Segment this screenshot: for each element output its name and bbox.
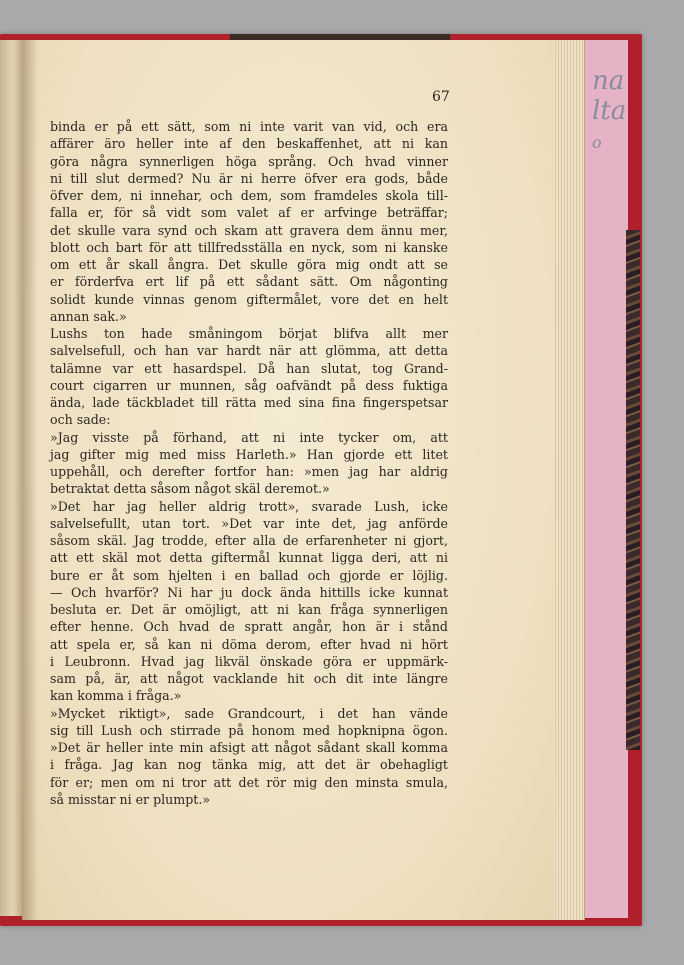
text-line: salvelsefull, och han var hardt när att glömma, att detta	[50, 343, 448, 359]
text-line: uppehåll, och derefter fortfor han: »men jag har aldrig	[50, 464, 448, 479]
text-line: Lushs ton hade småningom börjat blifva allt mer	[50, 326, 448, 341]
flyleaf-handwriting-3: o	[592, 133, 602, 152]
text-line: att spela er, så kan ni döma derom, efter hvad ni hört	[50, 636, 448, 652]
text-line: betraktat detta såsom något skäl deremot.»	[50, 481, 330, 497]
text-line: så misstar ni er plumpt.»	[50, 791, 211, 807]
flyleaf-handwriting-1: na	[592, 66, 625, 96]
text-line: »Jag visste på förhand, att ni inte tycker om, att	[50, 429, 448, 445]
text-line: i fråga. Jag kan nog tänka mig, att det är obehagligt	[50, 757, 448, 773]
text-line: talämne var ett hasardspel. Då han slutat, tog Grand-	[50, 360, 448, 376]
text-line: för er; men om ni tror att det rör mig den minsta smula,	[50, 774, 448, 790]
text-line: falla er, för så vidt som valet af er arfvinge beträffar;	[50, 205, 448, 221]
text-line: ända, lade täckbladet till rätta med sina fina fingerspetsar	[50, 395, 448, 410]
text-line: sam på, är, att något vacklande hit och dit inte längre	[50, 671, 448, 686]
text-line: i Leubronn. Hvad jag likväl önskade göra er uppmärk-	[50, 653, 448, 669]
text-line: kan komma i fråga.»	[50, 688, 182, 704]
text-line: binda er på ett sätt, som ni inte varit van vid, och era	[50, 119, 448, 134]
text-line: annan sak.»	[50, 308, 127, 324]
page-number: 67	[432, 89, 450, 105]
text-line: att ett skäl mot detta giftermål kunnat ligga deri, att ni	[50, 550, 448, 566]
text-line: court cigarren ur munnen, såg oafvändt på dess fuktiga	[50, 377, 448, 393]
text-line: och sade:	[50, 412, 111, 428]
text-line: om ett år skall ångra. Det skulle göra mig ondt att se	[50, 257, 448, 272]
text-line: göra några synnerligen höga språng. Och hvad vinner	[50, 153, 448, 169]
text-line: såsom skäl. Jag trodde, efter alla de erfarenheter ni gjort,	[50, 533, 448, 548]
text-line: ni till slut dermed? Nu är ni herre öfver era gods, både	[50, 170, 448, 186]
text-line: »Mycket riktigt», sade Grandcourt, i det han vände	[50, 705, 448, 721]
page-body-text	[50, 118, 448, 808]
left-page-edge	[0, 40, 22, 916]
book-page	[22, 40, 554, 920]
flyleaf-handwriting-2: lta	[592, 96, 627, 126]
text-line: affärer äro heller inte af den beskaffenhet, att ni kan	[50, 136, 448, 152]
text-line: jag gifter mig med miss Harleth.» Han gjorde ett litet	[50, 446, 448, 462]
text-line: salvelsefullt, utan tort. »Det var inte det, jag anförde	[50, 515, 448, 531]
text-line: »Det är heller inte min afsigt att något sådant skall komma	[50, 740, 448, 755]
text-line: efter henne. Och hvad de spratt angår, hon är i stånd	[50, 619, 448, 635]
text-line: »Det har jag heller aldrig trott», svarade Lush, icke	[50, 498, 448, 514]
text-line: det skulle vara synd och skam att gravera dem ännu mer,	[50, 222, 448, 238]
text-line: besluta er. Det är omöjligt, att ni kan fråga synnerligen	[50, 602, 448, 617]
text-line: bure er åt som hjelten i en ballad och gjorde er löjlig.	[50, 567, 448, 583]
marbled-endpaper	[626, 230, 640, 750]
text-line: öfver dem, ni innehar, och dem, som framdeles skola till-	[50, 188, 448, 203]
stacked-page-edges	[552, 40, 585, 920]
pink-flyleaf	[580, 40, 628, 918]
text-line: er förderfva ert lif på ett sådant sätt. Om någonting	[50, 274, 448, 290]
text-line: sig till Lush och stirrade på honom med hopknipna ögon.	[50, 722, 448, 738]
text-line: — Och hvarför? Ni har ju dock ända hittills icke kunnat	[50, 584, 448, 600]
text-line: blott och bart för att tillfredsställa en nyck, som ni kanske	[50, 239, 448, 255]
text-line: solidt kunde vinnas genom giftermålet, vore det en helt	[50, 291, 448, 307]
gutter-shadow	[22, 40, 38, 920]
